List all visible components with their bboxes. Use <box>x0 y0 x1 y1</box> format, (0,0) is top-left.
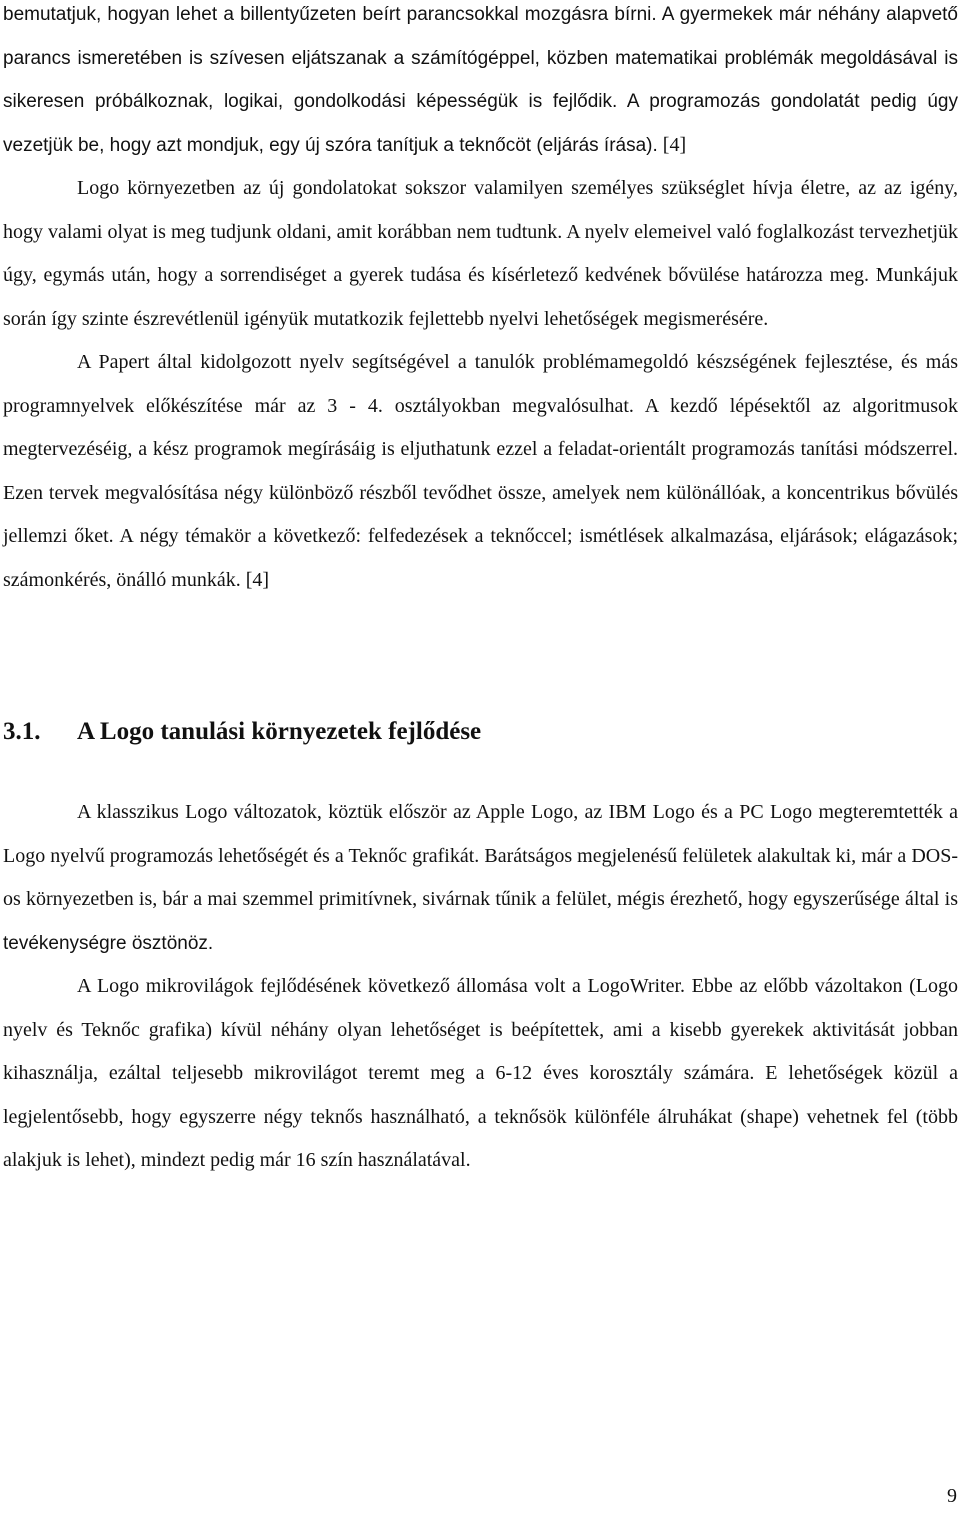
citation-ref: [4] <box>657 133 687 156</box>
paragraph-classic-logo <box>3 791 958 965</box>
page-number: 9 <box>947 1485 957 1507</box>
document-page <box>3 0 958 1183</box>
section-title: A Logo tanulási környezetek fejlődése <box>77 718 482 745</box>
paragraph-logo-commands-text: bemutatjuk, hogyan lehet a billentyűzeten beírt parancsokkal mozgásra bírni. A gyermekek már néhány alapvető parancs ismeretében is szívesen eljátszanak a számítógéppel, közben matematikai problémák megoldásával is sikeresen próbálkoznak, logikai, gondolkodási képességük is fejlődik. A programozás gondolatát pedig úgy vezetjük be, hogy azt mondjuk, egy új szóra tanítjuk a teknőcöt (eljárás írása). <box>3 4 958 156</box>
paragraph-papert-language: A Papert által kidolgozott nyelv segítségével a tanulók problémamegoldó készségének fejlesztése, és más programnyelvek előkészítése már az 3 - 4. osztályokban megvalósulhat. A kezdő lépésektől az algoritmusok megtervezéséig, a kész programok megírásáig is eljuthatunk ezzel a feladat-orientált programozás tanítási módszerrel. Ezen tervek megvalósítása négy különböző részből tevődhet össze, amelyek nem különállóak, a koncentrikus bővülés jellemzi őket. A négy témakör a következő: felfedezések a teknőccel; ismétlések alkalmazása, eljárások; elágazások; számonkérés, önálló munkák. [4] <box>3 351 958 591</box>
paragraph-classic-logo-tail: tevékenységre ösztönöz. <box>3 932 214 954</box>
section-number: 3.1. <box>3 718 41 745</box>
paragraph-logowriter: A Logo mikrovilágok fejlődésének következő állomása volt a LogoWriter. Ebbe az előbb vázoltakon (Logo nyelv és Teknőc grafika) kívül néhány olyan lehetőséget is beépítettek, ami a kisebb gyerekek aktivitását jobban kihasználja, ezáltal teljesebb mikrovilágot teremt meg a 6-12 éves korosztály számára. E lehetőségek közül a legjelentősebb, hogy egyszerre négy teknős használható, a teknősök különféle álruhákat (shape) vehetnek fel (több alakjuk is lehet), mindezt pedig már 16 szín használatával. <box>3 975 958 1171</box>
section-heading <box>3 716 958 748</box>
paragraph-logo-commands <box>3 0 958 167</box>
paragraph-classic-logo-text: A klasszikus Logo változatok, köztük először az Apple Logo, az IBM Logo és a PC Logo megteremtették a Logo nyelvű programozás lehetőségét és a Teknőc grafikát. Barátságos megjelenésű felületek alakultak ki, már a DOS-os környezetben is, bár a mai szemmel primitívnek, sivárnak tűnik a felület, mégis érezhető, hogy egyszerűsége által is <box>3 801 958 910</box>
paragraph-new-ideas: Logo környezetben az új gondolatokat sokszor valamilyen személyes szükséglet hívja életre, az az igény, hogy valami olyat is meg tudjunk oldani, amit korábban nem tudtunk. A nyelv elemeivel való foglalkozást tervezhetjük úgy, egymás után, hogy a sorrendiséget a gyerek tudása és kísérletező kedvének bővülése határozza meg. Munkájuk során így szinte észrevétlenül igényük mutatkozik fejlettebb nyelvi lehetőségek megismerésére. <box>3 177 958 330</box>
